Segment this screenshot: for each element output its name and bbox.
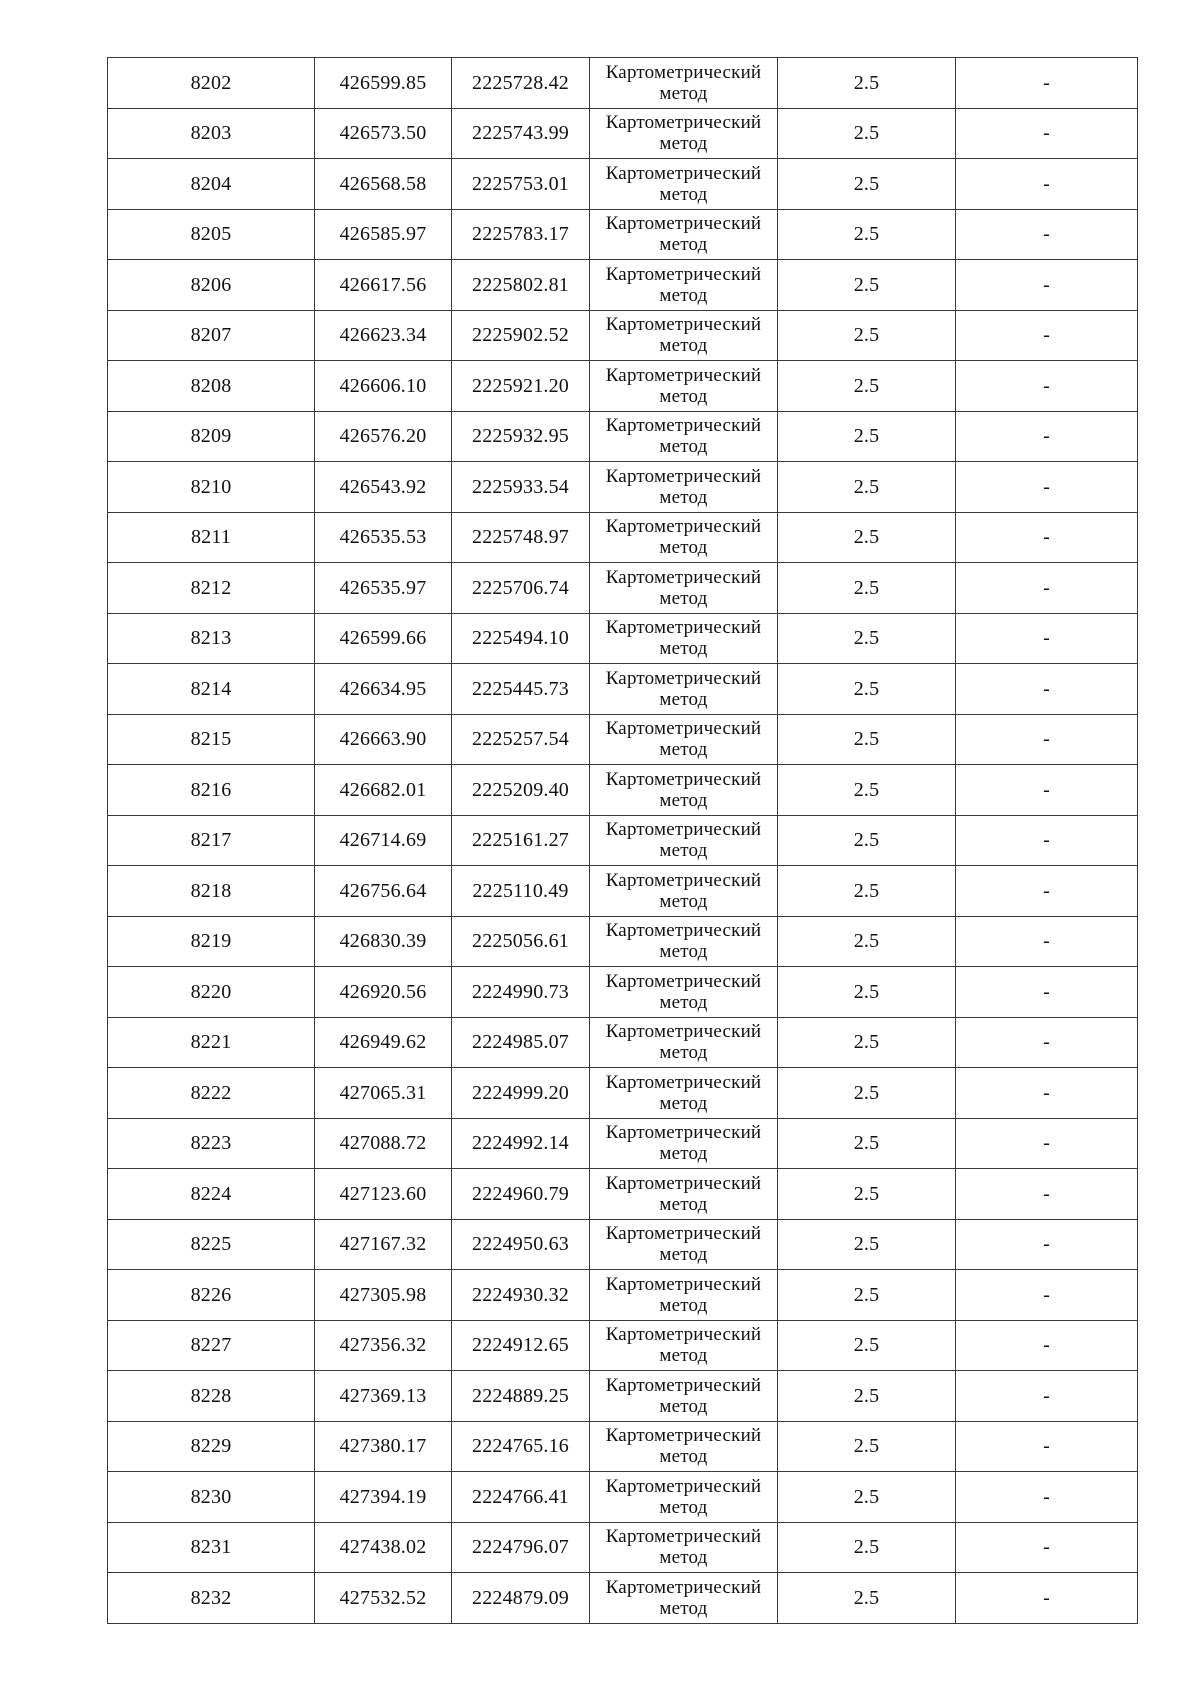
x-coordinate-cell: 427438.02: [315, 1522, 452, 1573]
method-cell: Картометрический метод: [590, 512, 778, 563]
x-coordinate-cell: 427123.60: [315, 1169, 452, 1220]
accuracy-cell: 2.5: [778, 411, 956, 462]
table-row: [108, 411, 1138, 462]
accuracy-cell: 2.5: [778, 310, 956, 361]
y-coordinate-cell: 2225161.27: [452, 815, 590, 866]
note-cell: -: [956, 1017, 1138, 1068]
x-coordinate-cell: 426682.01: [315, 765, 452, 816]
x-coordinate-cell: 427394.19: [315, 1472, 452, 1523]
note-cell: -: [956, 512, 1138, 563]
table-row: [108, 815, 1138, 866]
note-cell: -: [956, 361, 1138, 412]
method-cell: Картометрический метод: [590, 1472, 778, 1523]
accuracy-cell: 2.5: [778, 866, 956, 917]
x-coordinate-cell: 427305.98: [315, 1270, 452, 1321]
x-coordinate-cell: 426634.95: [315, 664, 452, 715]
method-cell: Картометрический метод: [590, 1573, 778, 1624]
table-row: [108, 1522, 1138, 1573]
accuracy-cell: 2.5: [778, 1320, 956, 1371]
note-cell: -: [956, 866, 1138, 917]
table-row: [108, 1017, 1138, 1068]
method-cell: Картометрический метод: [590, 714, 778, 765]
accuracy-cell: 2.5: [778, 159, 956, 210]
accuracy-cell: 2.5: [778, 1118, 956, 1169]
y-coordinate-cell: 2224889.25: [452, 1371, 590, 1422]
point-number-cell: 8227: [108, 1320, 315, 1371]
method-cell: Картометрический метод: [590, 260, 778, 311]
x-coordinate-cell: 426576.20: [315, 411, 452, 462]
y-coordinate-cell: 2225728.42: [452, 58, 590, 109]
method-cell: Картометрический метод: [590, 1068, 778, 1119]
point-number-cell: 8205: [108, 209, 315, 260]
method-cell: Картометрический метод: [590, 967, 778, 1018]
y-coordinate-cell: 2225257.54: [452, 714, 590, 765]
accuracy-cell: 2.5: [778, 1219, 956, 1270]
table-row: [108, 765, 1138, 816]
accuracy-cell: 2.5: [778, 1421, 956, 1472]
note-cell: -: [956, 260, 1138, 311]
note-cell: -: [956, 1371, 1138, 1422]
y-coordinate-cell: 2225802.81: [452, 260, 590, 311]
accuracy-cell: 2.5: [778, 1573, 956, 1624]
y-coordinate-cell: 2224766.41: [452, 1472, 590, 1523]
method-cell: Картометрический метод: [590, 1371, 778, 1422]
x-coordinate-cell: 426543.92: [315, 462, 452, 513]
point-number-cell: 8230: [108, 1472, 315, 1523]
note-cell: -: [956, 916, 1138, 967]
point-number-cell: 8224: [108, 1169, 315, 1220]
table-row: [108, 1472, 1138, 1523]
y-coordinate-cell: 2225932.95: [452, 411, 590, 462]
method-cell: Картометрический метод: [590, 310, 778, 361]
method-cell: Картометрический метод: [590, 411, 778, 462]
y-coordinate-cell: 2224879.09: [452, 1573, 590, 1624]
note-cell: -: [956, 1320, 1138, 1371]
table-row: [108, 1421, 1138, 1472]
point-number-cell: 8219: [108, 916, 315, 967]
accuracy-cell: 2.5: [778, 260, 956, 311]
note-cell: -: [956, 1522, 1138, 1573]
method-cell: Картометрический метод: [590, 765, 778, 816]
point-number-cell: 8231: [108, 1522, 315, 1573]
x-coordinate-cell: 427065.31: [315, 1068, 452, 1119]
note-cell: -: [956, 815, 1138, 866]
method-cell: Картометрический метод: [590, 462, 778, 513]
y-coordinate-cell: 2225706.74: [452, 563, 590, 614]
table-row: [108, 1219, 1138, 1270]
table-row: [108, 916, 1138, 967]
table-row: [108, 1068, 1138, 1119]
table-row: [108, 1118, 1138, 1169]
table-row: [108, 310, 1138, 361]
y-coordinate-cell: 2225209.40: [452, 765, 590, 816]
table-row: [108, 361, 1138, 412]
x-coordinate-cell: 426949.62: [315, 1017, 452, 1068]
note-cell: -: [956, 159, 1138, 210]
method-cell: Картометрический метод: [590, 1421, 778, 1472]
y-coordinate-cell: 2224950.63: [452, 1219, 590, 1270]
accuracy-cell: 2.5: [778, 361, 956, 412]
x-coordinate-cell: 426599.85: [315, 58, 452, 109]
x-coordinate-cell: 427167.32: [315, 1219, 452, 1270]
table-row: [108, 1270, 1138, 1321]
note-cell: -: [956, 310, 1138, 361]
y-coordinate-cell: 2224985.07: [452, 1017, 590, 1068]
point-number-cell: 8229: [108, 1421, 315, 1472]
table-row: [108, 1169, 1138, 1220]
method-cell: Картометрический метод: [590, 361, 778, 412]
table-row: [108, 1320, 1138, 1371]
note-cell: -: [956, 209, 1138, 260]
point-number-cell: 8223: [108, 1118, 315, 1169]
method-cell: Картометрический метод: [590, 1017, 778, 1068]
table-row: [108, 512, 1138, 563]
table-row: [108, 108, 1138, 159]
point-number-cell: 8216: [108, 765, 315, 816]
point-number-cell: 8209: [108, 411, 315, 462]
accuracy-cell: 2.5: [778, 58, 956, 109]
note-cell: -: [956, 1219, 1138, 1270]
y-coordinate-cell: 2225933.54: [452, 462, 590, 513]
point-number-cell: 8221: [108, 1017, 315, 1068]
x-coordinate-cell: 427369.13: [315, 1371, 452, 1422]
note-cell: -: [956, 1421, 1138, 1472]
accuracy-cell: 2.5: [778, 512, 956, 563]
accuracy-cell: 2.5: [778, 664, 956, 715]
table-row: [108, 159, 1138, 210]
y-coordinate-cell: 2225748.97: [452, 512, 590, 563]
x-coordinate-cell: 426606.10: [315, 361, 452, 412]
note-cell: -: [956, 1068, 1138, 1119]
accuracy-cell: 2.5: [778, 209, 956, 260]
note-cell: -: [956, 108, 1138, 159]
accuracy-cell: 2.5: [778, 563, 956, 614]
x-coordinate-cell: 426920.56: [315, 967, 452, 1018]
x-coordinate-cell: 426573.50: [315, 108, 452, 159]
method-cell: Картометрический метод: [590, 563, 778, 614]
x-coordinate-cell: 426830.39: [315, 916, 452, 967]
table-row: [108, 714, 1138, 765]
accuracy-cell: 2.5: [778, 1270, 956, 1321]
accuracy-cell: 2.5: [778, 462, 956, 513]
point-number-cell: 8225: [108, 1219, 315, 1270]
note-cell: -: [956, 1573, 1138, 1624]
table-row: [108, 58, 1138, 109]
note-cell: -: [956, 664, 1138, 715]
method-cell: Картометрический метод: [590, 1522, 778, 1573]
point-number-cell: 8208: [108, 361, 315, 412]
accuracy-cell: 2.5: [778, 1472, 956, 1523]
y-coordinate-cell: 2225494.10: [452, 613, 590, 664]
accuracy-cell: 2.5: [778, 1017, 956, 1068]
method-cell: Картометрический метод: [590, 1118, 778, 1169]
y-coordinate-cell: 2225056.61: [452, 916, 590, 967]
table-row: [108, 967, 1138, 1018]
y-coordinate-cell: 2224960.79: [452, 1169, 590, 1220]
x-coordinate-cell: 426599.66: [315, 613, 452, 664]
accuracy-cell: 2.5: [778, 1522, 956, 1573]
point-number-cell: 8211: [108, 512, 315, 563]
accuracy-cell: 2.5: [778, 1068, 956, 1119]
point-number-cell: 8214: [108, 664, 315, 715]
table-row: [108, 1573, 1138, 1624]
point-number-cell: 8203: [108, 108, 315, 159]
note-cell: -: [956, 1118, 1138, 1169]
accuracy-cell: 2.5: [778, 967, 956, 1018]
y-coordinate-cell: 2224930.32: [452, 1270, 590, 1321]
method-cell: Картометрический метод: [590, 1169, 778, 1220]
point-number-cell: 8228: [108, 1371, 315, 1422]
accuracy-cell: 2.5: [778, 765, 956, 816]
x-coordinate-cell: 426568.58: [315, 159, 452, 210]
y-coordinate-cell: 2225743.99: [452, 108, 590, 159]
note-cell: -: [956, 462, 1138, 513]
table-row: [108, 664, 1138, 715]
point-number-cell: 8213: [108, 613, 315, 664]
y-coordinate-cell: 2224999.20: [452, 1068, 590, 1119]
coordinates-table-body: [108, 58, 1138, 1624]
method-cell: Картометрический метод: [590, 613, 778, 664]
method-cell: Картометрический метод: [590, 916, 778, 967]
point-number-cell: 8206: [108, 260, 315, 311]
point-number-cell: 8220: [108, 967, 315, 1018]
note-cell: -: [956, 714, 1138, 765]
y-coordinate-cell: 2224765.16: [452, 1421, 590, 1472]
x-coordinate-cell: 427356.32: [315, 1320, 452, 1371]
point-number-cell: 8212: [108, 563, 315, 614]
accuracy-cell: 2.5: [778, 108, 956, 159]
x-coordinate-cell: 426714.69: [315, 815, 452, 866]
accuracy-cell: 2.5: [778, 1169, 956, 1220]
note-cell: -: [956, 765, 1138, 816]
x-coordinate-cell: 426756.64: [315, 866, 452, 917]
x-coordinate-cell: 426623.34: [315, 310, 452, 361]
method-cell: Картометрический метод: [590, 108, 778, 159]
note-cell: -: [956, 613, 1138, 664]
y-coordinate-cell: 2225110.49: [452, 866, 590, 917]
x-coordinate-cell: 427380.17: [315, 1421, 452, 1472]
y-coordinate-cell: 2225783.17: [452, 209, 590, 260]
y-coordinate-cell: 2225921.20: [452, 361, 590, 412]
point-number-cell: 8232: [108, 1573, 315, 1624]
note-cell: -: [956, 58, 1138, 109]
accuracy-cell: 2.5: [778, 714, 956, 765]
accuracy-cell: 2.5: [778, 613, 956, 664]
table-row: [108, 209, 1138, 260]
method-cell: Картометрический метод: [590, 209, 778, 260]
table-row: [108, 260, 1138, 311]
point-number-cell: 8222: [108, 1068, 315, 1119]
accuracy-cell: 2.5: [778, 1371, 956, 1422]
y-coordinate-cell: 2224990.73: [452, 967, 590, 1018]
point-number-cell: 8215: [108, 714, 315, 765]
x-coordinate-cell: 426663.90: [315, 714, 452, 765]
method-cell: Картометрический метод: [590, 664, 778, 715]
method-cell: Картометрический метод: [590, 1219, 778, 1270]
x-coordinate-cell: 426617.56: [315, 260, 452, 311]
y-coordinate-cell: 2225753.01: [452, 159, 590, 210]
point-number-cell: 8217: [108, 815, 315, 866]
table-row: [108, 462, 1138, 513]
point-number-cell: 8207: [108, 310, 315, 361]
table-row: [108, 563, 1138, 614]
x-coordinate-cell: 426535.53: [315, 512, 452, 563]
point-number-cell: 8204: [108, 159, 315, 210]
note-cell: -: [956, 1472, 1138, 1523]
x-coordinate-cell: 427532.52: [315, 1573, 452, 1624]
note-cell: -: [956, 1169, 1138, 1220]
y-coordinate-cell: 2224992.14: [452, 1118, 590, 1169]
coordinates-table: [107, 57, 1138, 1624]
table-row: [108, 866, 1138, 917]
x-coordinate-cell: 427088.72: [315, 1118, 452, 1169]
point-number-cell: 8210: [108, 462, 315, 513]
accuracy-cell: 2.5: [778, 916, 956, 967]
note-cell: -: [956, 967, 1138, 1018]
table-row: [108, 1371, 1138, 1422]
point-number-cell: 8202: [108, 58, 315, 109]
note-cell: -: [956, 563, 1138, 614]
y-coordinate-cell: 2225445.73: [452, 664, 590, 715]
x-coordinate-cell: 426535.97: [315, 563, 452, 614]
accuracy-cell: 2.5: [778, 815, 956, 866]
note-cell: -: [956, 1270, 1138, 1321]
method-cell: Картометрический метод: [590, 815, 778, 866]
x-coordinate-cell: 426585.97: [315, 209, 452, 260]
method-cell: Картометрический метод: [590, 58, 778, 109]
point-number-cell: 8226: [108, 1270, 315, 1321]
y-coordinate-cell: 2224912.65: [452, 1320, 590, 1371]
point-number-cell: 8218: [108, 866, 315, 917]
method-cell: Картометрический метод: [590, 1320, 778, 1371]
method-cell: Картометрический метод: [590, 159, 778, 210]
note-cell: -: [956, 411, 1138, 462]
table-row: [108, 613, 1138, 664]
method-cell: Картометрический метод: [590, 1270, 778, 1321]
y-coordinate-cell: 2225902.52: [452, 310, 590, 361]
method-cell: Картометрический метод: [590, 866, 778, 917]
y-coordinate-cell: 2224796.07: [452, 1522, 590, 1573]
